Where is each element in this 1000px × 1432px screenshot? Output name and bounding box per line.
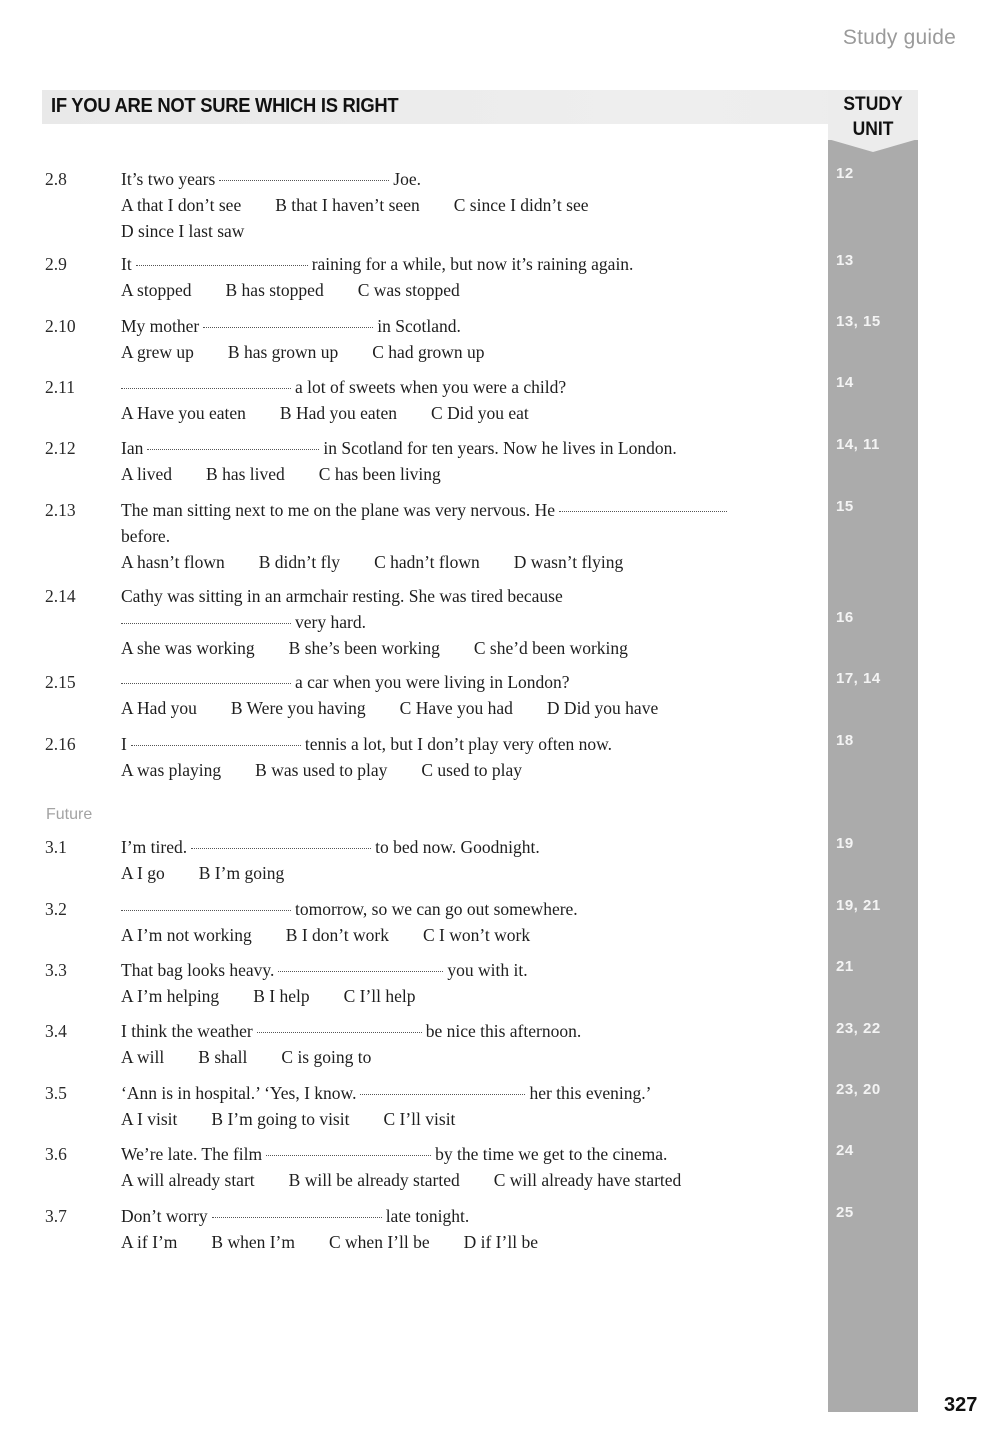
answer-option[interactable]: C when I’ll be [329,1232,430,1252]
study-unit-reference: 16 [836,609,854,626]
question-number: 2.16 [45,734,76,754]
answer-blank[interactable] [212,1216,382,1218]
answer-option[interactable]: B Were you having [230,698,366,718]
answer-options [121,1167,821,1193]
answer-blank[interactable] [278,970,443,972]
answer-options [121,218,821,244]
answer-option[interactable]: D if I’ll be [463,1232,538,1252]
answer-option[interactable]: C since I didn’t see [453,195,589,215]
stem-after-blank: a car when you were living in London? [295,672,570,692]
question-number: 3.3 [45,960,67,980]
question-item [121,834,821,886]
study-unit-reference: 13, 15 [836,313,881,330]
answer-option[interactable]: B has grown up [227,342,339,362]
answer-option[interactable]: C Have you had [399,698,513,718]
stem-after-blank: tomorrow, so we can go out somewhere. [295,899,578,919]
answer-blank[interactable] [219,179,389,181]
question-item [121,1203,821,1255]
answer-option[interactable]: A will [121,1047,165,1067]
answer-option[interactable]: C will already have started [493,1170,682,1190]
answer-option[interactable]: B I help [253,986,310,1006]
question-number: 2.13 [45,500,76,520]
question-number: 3.5 [45,1083,67,1103]
answer-option[interactable]: A Had you [121,698,197,718]
question-number: 2.14 [45,586,76,606]
answer-option[interactable]: B didn’t fly [258,552,341,572]
answer-option[interactable]: C Did you eat [431,403,529,423]
answer-blank[interactable] [360,1093,525,1095]
answer-option[interactable]: B that I haven’t seen [275,195,420,215]
question-item [121,1018,821,1070]
question-number: 3.6 [45,1144,67,1164]
question-number: 2.12 [45,438,76,458]
answer-option[interactable]: A I’m helping [121,986,220,1006]
question-item [121,251,821,303]
question-item [121,957,821,1009]
answer-option[interactable]: B will be already started [288,1170,460,1190]
stem-before-blank: My mother [121,316,200,336]
answer-blank[interactable] [131,744,301,746]
answer-options [121,1106,821,1132]
stem-after-blank: before. [121,526,171,546]
question-stem [121,313,821,339]
question-number: 2.10 [45,316,76,336]
answer-option[interactable]: B she’s been working [288,638,440,658]
study-unit-heading-line2: UNIT [852,119,894,140]
answer-blank[interactable] [191,847,371,849]
question-stem [121,166,821,192]
answer-blank[interactable] [121,682,291,684]
answer-blank[interactable] [121,909,291,911]
stem-after-blank: in Scotland for ten years. Now he lives in London. [323,438,677,458]
stem-after-blank: to bed now. Goodnight. [375,837,540,857]
answer-option[interactable]: B I’m going [198,863,285,883]
study-unit-reference: 19 [836,835,854,852]
question-number: 3.7 [45,1206,67,1226]
answer-option[interactable]: B I’m going to visit [211,1109,350,1129]
answer-option[interactable]: A she was working [121,638,255,658]
answer-option[interactable]: C has been living [318,464,441,484]
answer-blank[interactable] [203,326,373,328]
answer-option[interactable]: A stopped [121,280,192,300]
answer-options [121,1229,821,1255]
answer-options [121,461,821,487]
running-head: Study guide [842,26,956,49]
question-item [121,497,821,575]
question-item [121,374,821,426]
section-label-future: Future [46,806,93,823]
question-number: 2.15 [45,672,76,692]
study-unit-reference: 25 [836,1204,854,1221]
study-unit-reference: 23, 20 [836,1081,881,1098]
study-unit-reference: 17, 14 [836,670,881,687]
answer-option[interactable]: C I’ll visit [383,1109,456,1129]
question-stem [121,435,821,461]
page-number: 327 [944,1394,978,1416]
study-unit-reference: 18 [836,732,854,749]
question-number: 2.9 [45,254,67,274]
question-number: 3.1 [45,837,67,857]
question-item [121,1080,821,1132]
stem-after-blank: very hard. [295,612,366,632]
answer-blank[interactable] [121,622,291,624]
question-stem [121,497,821,523]
answer-option[interactable]: B when I’m [211,1232,295,1252]
answer-option[interactable]: A hasn’t flown [121,552,225,572]
question-stem [121,374,821,400]
question-stem [121,1141,821,1167]
answer-option[interactable]: C hadn’t flown [374,552,480,572]
study-unit-reference: 21 [836,958,854,975]
stem-before-blank: ‘Ann is in hospital.’ ‘Yes, I know. [121,1083,357,1103]
answer-options [121,339,821,365]
stem-after-blank: her this evening.’ [529,1083,652,1103]
answer-option[interactable]: B Had you eaten [279,403,398,423]
answer-options [121,635,821,661]
answer-option[interactable]: C I’ll help [343,986,416,1006]
answer-options [121,757,821,783]
answer-option[interactable]: A if I’m [121,1232,178,1252]
answer-option[interactable]: B has stopped [225,280,324,300]
answer-option[interactable]: B shall [198,1047,248,1067]
answer-options [121,192,821,218]
answer-option[interactable]: C used to play [421,760,522,780]
answer-option[interactable]: A Have you eaten [121,403,246,423]
question-stem [121,1203,821,1229]
answer-blank[interactable] [136,264,308,266]
question-item [121,669,821,721]
question-stem [121,957,821,983]
stem-before-blank: I think the weather [121,1021,253,1041]
question-item [121,583,821,661]
question-number: 3.2 [45,899,67,919]
answer-option[interactable]: C is going to [281,1047,372,1067]
stem-after-blank: late tonight. [385,1206,470,1226]
answer-options [121,695,821,721]
question-stem [121,251,821,277]
question-number: 2.8 [45,169,67,189]
answer-options [121,400,821,426]
answer-blank[interactable] [121,387,291,389]
stem-before-blank: Ian [121,438,144,458]
answer-options [121,1044,821,1070]
question-number: 3.4 [45,1021,67,1041]
answer-option[interactable]: A was playing [121,760,222,780]
question-stem [121,896,821,922]
stem-before-blank: Cathy was sitting in an armchair resting. She was tired because [121,586,563,606]
answer-blank[interactable] [266,1154,431,1156]
answer-option[interactable]: A that I don’t see [121,195,242,215]
answer-blank[interactable] [257,1031,422,1033]
study-unit-reference: 13 [836,252,854,269]
study-unit-heading [832,92,915,142]
question-item [121,1141,821,1193]
stem-before-blank: I [121,734,127,754]
answer-blank[interactable] [147,448,319,450]
stem-after-blank: a lot of sweets when you were a child? [295,377,567,397]
question-number: 2.11 [45,377,75,397]
stem-after-blank: you with it. [447,960,528,980]
answer-option[interactable]: C had grown up [372,342,485,362]
answer-option[interactable]: B was used to play [255,760,388,780]
stem-before-blank: I’m tired. [121,837,188,857]
stem-after-blank: raining for a while, but now it’s raining again. [311,254,634,274]
stem-after-blank: be nice this afternoon. [425,1021,582,1041]
answer-option[interactable]: A I’m not working [121,925,252,945]
question-stem-continued [121,609,821,635]
answer-option[interactable]: A I visit [121,1109,178,1129]
question-stem [121,583,821,609]
answer-option[interactable]: D since I last saw [121,221,245,241]
question-stem-continued [121,523,821,549]
answer-option[interactable]: A grew up [121,342,194,362]
study-unit-reference: 23, 22 [836,1020,881,1037]
question-item [121,166,821,244]
stem-before-blank: That bag looks heavy. [121,960,275,980]
stem-after-blank: tennis a lot, but I don’t play very often now. [304,734,612,754]
study-unit-reference: 19, 21 [836,897,881,914]
question-stem [121,731,821,757]
stem-before-blank: It [121,254,132,274]
answer-option[interactable]: C was stopped [357,280,460,300]
answer-options [121,860,821,886]
answer-option[interactable]: D wasn’t flying [513,552,624,572]
answer-option[interactable]: B has lived [206,464,285,484]
answer-option[interactable]: C I won’t work [422,925,531,945]
study-unit-reference: 24 [836,1142,854,1159]
question-item [121,896,821,948]
question-stem [121,834,821,860]
question-item [121,731,821,783]
stem-after-blank: by the time we get to the cinema. [435,1144,668,1164]
study-unit-reference: 14, 11 [836,436,880,453]
stem-after-blank: in Scotland. [377,316,461,336]
answer-option[interactable]: A I go [121,863,165,883]
answer-option[interactable]: A will already start [121,1170,255,1190]
answer-options [121,983,821,1009]
study-unit-reference: 12 [836,165,854,182]
answer-option[interactable]: B I don’t work [285,925,389,945]
stem-before-blank: The man sitting next to me on the plane was very nervous. He [121,500,555,520]
answer-options [121,277,821,303]
stem-before-blank: It’s two years [121,169,216,189]
answer-option[interactable]: D Did you have [546,698,659,718]
question-stem [121,669,821,695]
question-stem [121,1018,821,1044]
answer-options [121,549,821,575]
answer-options [121,922,821,948]
stem-before-blank: Don’t worry [121,1206,208,1226]
question-item [121,435,821,487]
stem-after-blank: Joe. [393,169,421,189]
answer-blank[interactable] [559,510,727,512]
stem-before-blank: We’re late. The film [121,1144,263,1164]
question-stem [121,1080,821,1106]
answer-option[interactable]: C she’d been working [473,638,628,658]
answer-option[interactable]: A lived [121,464,173,484]
study-unit-reference: 14 [836,374,854,391]
section-title: IF YOU ARE NOT SURE WHICH IS RIGHT [51,95,399,117]
question-item [121,313,821,365]
study-unit-reference: 15 [836,498,854,515]
study-unit-heading-line1: STUDY [843,94,903,115]
